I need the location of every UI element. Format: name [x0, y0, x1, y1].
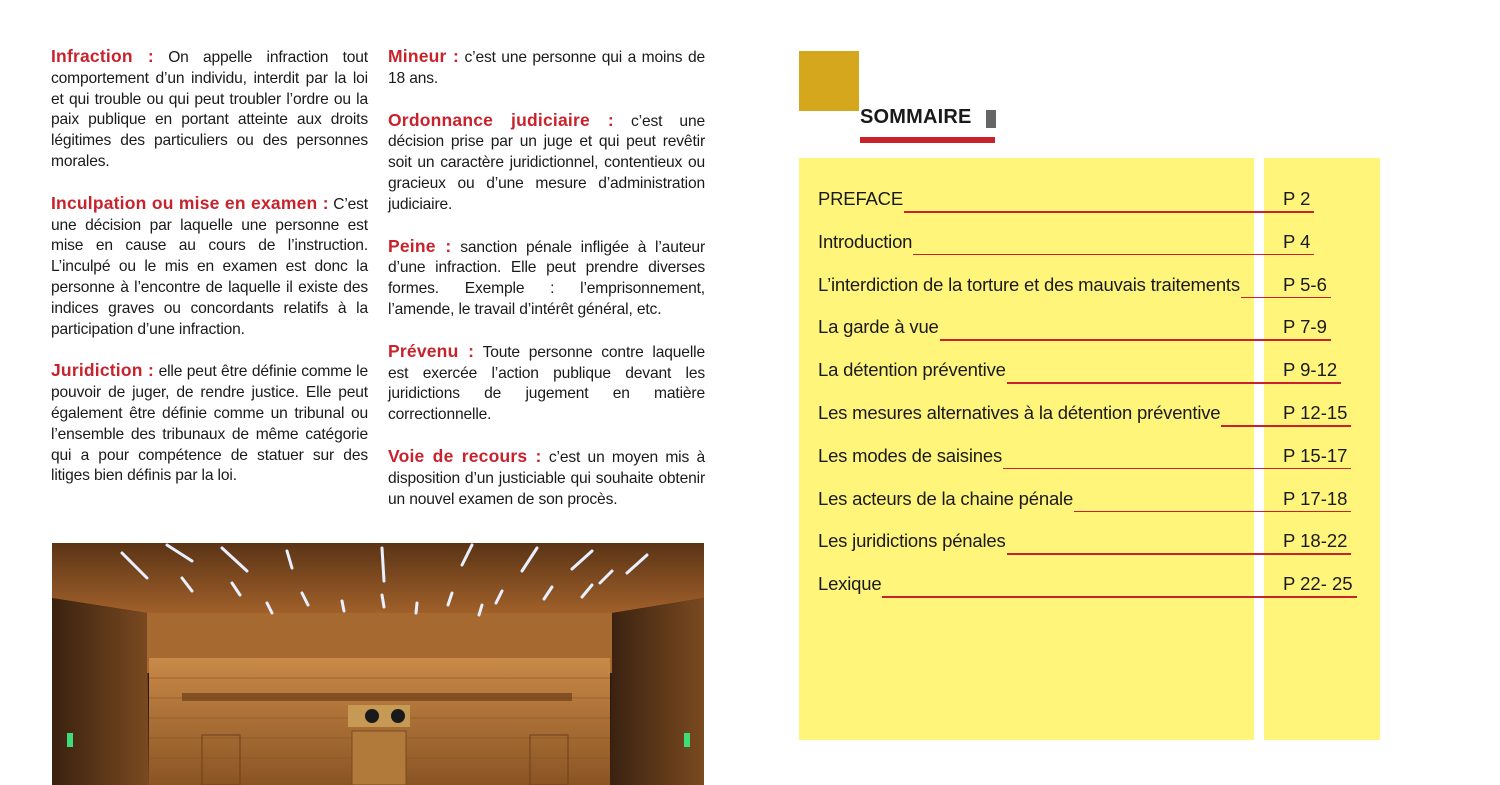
lexique-term: Ordonnance judiciaire :: [388, 109, 614, 130]
lexique-term: Mineur :: [388, 46, 459, 66]
toc-item-page: P 12-15: [1283, 401, 1348, 423]
toc-item-page: P 9-12: [1283, 359, 1338, 381]
lexique-term: Infraction :: [51, 46, 154, 66]
toc-item-title: Introduction: [818, 230, 913, 252]
courtroom-photo: [52, 543, 704, 785]
toc-leader-line: [882, 596, 1357, 598]
toc-item-page: P 5-6: [1283, 273, 1327, 295]
toc-item[interactable]: [818, 527, 1358, 570]
toc-leader-line: [1241, 297, 1331, 299]
toc-item[interactable]: [818, 356, 1358, 399]
lexique-entry: [388, 446, 705, 510]
lexique-definition: Toute personne contre laquelle est exercée l’action publique devant les juridictions de jugement en matière correctionnelle.: [388, 343, 705, 424]
toc-item-page: P 2: [1283, 188, 1311, 209]
toc-item[interactable]: [818, 313, 1358, 356]
lexique-definition: C’est une décision par laquelle une personne est mise en cause au cours de l’instruction. L’inculpé ou le mis en examen est donc la personne à l’encontre de laquelle il existe des indices graves ou concordants relatifs à la participation d’une infraction.: [51, 195, 368, 338]
toc-item-title: La détention préventive: [818, 359, 1006, 381]
lexique-definition: c’est une personne qui a moins de 18 ans.: [388, 49, 705, 87]
sommaire-underline: [860, 137, 995, 143]
toc-item-page: P 4: [1283, 230, 1311, 252]
toc-item-title: Les mesures alternatives à la détention préventive: [818, 401, 1221, 423]
sommaire-marker-block: [986, 110, 996, 128]
lexique-definition: elle peut être définie comme le pouvoir de juger, de rendre justice. Elle peut également être définie comme un tribunal ou l’ensemble des tribunaux de même catégorie qui a pour compétence de statuer sur des litiges bien définis par la loi.: [51, 363, 368, 485]
toc-leader-line: [1003, 468, 1351, 470]
toc-item-page: P 18-22: [1283, 530, 1348, 552]
lexique-definition: sanction pénale infligée à l’auteur d’une infraction. Elle peut prendre diverses formes. Exemple : l’emprisonnement, l’amende, le travail d’intérêt général, etc.: [388, 238, 706, 318]
toc-item-title: Les modes de saisines: [818, 444, 1002, 466]
lexique-definition: On appelle infraction tout comportement d’un individu, interdit par la loi et qui trouble ou qui peut troubler l’ordre ou la paix publique en portant atteinte aux droits légitimes des particuliers ou des personnes morales.: [51, 49, 368, 170]
toc-item[interactable]: [818, 185, 1358, 228]
lexique-term: Prévenu :: [388, 340, 475, 361]
lexique-entry: [388, 110, 705, 216]
toc-item-title: PREFACE: [818, 188, 903, 209]
toc-item-page: P 17-18: [1283, 487, 1348, 509]
toc-leader-line: [904, 211, 1314, 213]
lexique-term: Peine :: [388, 235, 452, 256]
lexique-column-left: [51, 46, 368, 507]
toc-leader-line: [940, 339, 1331, 341]
toc-leader-line: [913, 254, 1314, 256]
lexique-term: Inculpation ou mise en examen :: [51, 192, 329, 213]
toc-item[interactable]: [818, 570, 1358, 613]
toc-item-title: La garde à vue: [818, 316, 939, 338]
toc-item[interactable]: [818, 399, 1358, 442]
lexique-term: Voie de recours :: [388, 445, 542, 466]
toc-item-title: Les juridictions pénales: [818, 530, 1006, 552]
sommaire-heading: SOMMAIRE: [860, 106, 972, 128]
lexique-entry: [51, 360, 368, 487]
toc-leader-line: [1221, 425, 1351, 427]
lexique-entry: [51, 46, 368, 173]
toc-item[interactable]: [818, 228, 1358, 271]
toc-leader-line: [1074, 511, 1351, 513]
toc-item[interactable]: [818, 442, 1358, 485]
toc-leader-line: [1007, 382, 1341, 384]
toc-item[interactable]: [818, 485, 1358, 528]
lexique-entry: [51, 193, 368, 341]
lexique-definition: c’est une décision prise par un juge et qui peut revêtir soit un caractère juridictionnel, contentieux ou gracieux ou d’une mesure d’administration judiciaire.: [388, 112, 705, 213]
lexique-entry: [388, 46, 705, 90]
toc-leader-line: [1007, 553, 1351, 555]
lexique-entry: [388, 236, 705, 321]
lexique-entry: [388, 341, 705, 426]
toc-item-title: L’interdiction de la torture et des mauvais traitements: [818, 273, 1240, 295]
lexique-definition: c’est un moyen mis à disposition d’un justiciable qui souhaite obtenir un nouvel examen de son procès.: [388, 448, 705, 508]
table-of-contents: [818, 185, 1358, 613]
gold-square-decoration: [799, 51, 859, 111]
toc-item-page: P 22- 25: [1283, 573, 1353, 595]
toc-item-title: Lexique: [818, 573, 882, 595]
toc-item-title: Les acteurs de la chaine pénale: [818, 487, 1074, 509]
lexique-column-right: [388, 46, 705, 530]
toc-item[interactable]: [818, 271, 1358, 314]
toc-item-page: P 15-17: [1283, 444, 1348, 466]
courtroom-illustration: [52, 543, 704, 785]
toc-item-page: P 7-9: [1283, 316, 1327, 338]
lexique-term: Juridiction :: [51, 360, 155, 381]
